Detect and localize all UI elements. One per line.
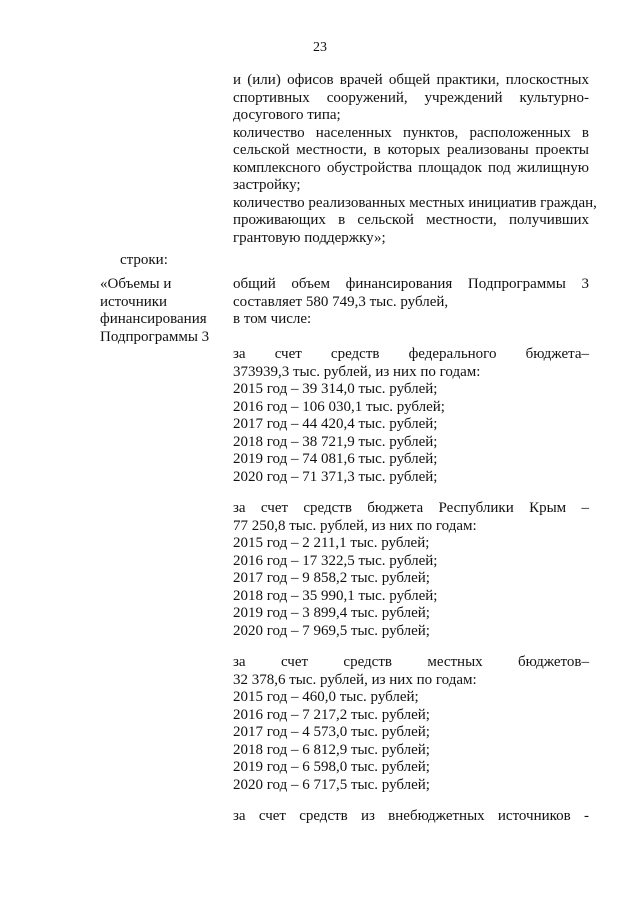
heading-line: «Объемы и bbox=[100, 276, 172, 292]
text-line: грантовую поддержку»; bbox=[233, 229, 386, 246]
republic-budget-block bbox=[233, 500, 589, 640]
year-row: 2017 год – 9 858,2 тыс. рублей; bbox=[233, 570, 430, 586]
text-line: спортивных сооружений, учреждений культурно- bbox=[233, 89, 589, 106]
heading-line: Подпрограммы 3 bbox=[100, 328, 210, 345]
federal-budget-block bbox=[233, 346, 589, 486]
section-header: за счет средств федерального бюджета– bbox=[233, 346, 589, 362]
year-row: 2016 год – 7 217,2 тыс. рублей; bbox=[233, 706, 430, 723]
year-row: 2018 год – 6 812,9 тыс. рублей; bbox=[233, 741, 430, 758]
text-line: количество реализованных местных инициатив граждан, bbox=[233, 194, 597, 211]
year-row: 2017 год – 4 573,0 тыс. рублей; bbox=[233, 724, 430, 740]
year-row: 2016 год – 17 322,5 тыс. рублей; bbox=[233, 552, 438, 569]
year-row: 2018 год – 35 990,1 тыс. рублей; bbox=[233, 587, 438, 604]
year-row: 2020 год – 6 717,5 тыс. рублей; bbox=[233, 776, 430, 793]
year-row: 2015 год – 39 314,0 тыс. рублей; bbox=[233, 381, 438, 397]
section-header: за счет средств местных бюджетов– bbox=[233, 654, 589, 670]
text-line: составляет 580 749,3 тыс. рублей, bbox=[233, 293, 449, 310]
page-number: 23 bbox=[313, 40, 327, 55]
year-row: 2020 год – 71 371,3 тыс. рублей; bbox=[233, 468, 438, 485]
section-header: за счет средств бюджета Республики Крым – bbox=[233, 500, 589, 516]
heading-line: финансирования bbox=[100, 311, 207, 327]
text-line: комплексного обустройства площадок под жилищную bbox=[233, 159, 589, 176]
total-funding bbox=[233, 276, 589, 329]
heading-line: источники bbox=[100, 293, 168, 310]
financing-heading bbox=[100, 276, 220, 346]
year-row: 2018 год – 38 721,9 тыс. рублей; bbox=[233, 433, 438, 450]
year-row: 2017 год – 44 420,4 тыс. рублей; bbox=[233, 416, 438, 432]
section-subheader: 32 378,6 тыс. рублей, из них по годам: bbox=[233, 671, 477, 688]
text-line: количество населенных пунктов, расположенных в bbox=[233, 124, 589, 141]
local-budget-block bbox=[233, 654, 589, 794]
year-row: 2019 год – 3 899,4 тыс. рублей; bbox=[233, 605, 430, 621]
year-row: 2015 год – 2 211,1 тыс. рублей; bbox=[233, 535, 430, 551]
year-row: 2019 год – 74 081,6 тыс. рублей; bbox=[233, 451, 438, 467]
indicator-settlements bbox=[233, 125, 589, 195]
text-line: застройку; bbox=[233, 177, 301, 193]
year-row: 2019 год – 6 598,0 тыс. рублей; bbox=[233, 759, 430, 775]
section-header: за счет средств из внебюджетных источников - bbox=[233, 808, 589, 824]
year-row: 2015 год – 460,0 тыс. рублей; bbox=[233, 689, 419, 705]
extrabudget-block bbox=[233, 808, 589, 826]
text-line: проживающих в сельской местности, получивших bbox=[233, 212, 589, 228]
text-line: в том числе: bbox=[233, 311, 312, 327]
section-subheader: 373939,3 тыс. рублей, из них по годам: bbox=[233, 363, 481, 380]
indicator-initiatives bbox=[233, 194, 597, 248]
year-row: 2016 год – 106 030,1 тыс. рублей; bbox=[233, 398, 445, 415]
text-line: досугового типа; bbox=[233, 107, 341, 123]
rows-label: строки: bbox=[120, 252, 168, 268]
text-line: общий объем финансирования Подпрограммы 3 bbox=[233, 276, 589, 292]
text-line: сельской местности, в которых реализованы проекты bbox=[233, 142, 589, 158]
text-line: и (или) офисов врачей общей практики, плоскостных bbox=[233, 72, 589, 88]
intro-paragraph bbox=[233, 72, 589, 125]
section-subheader: 77 250,8 тыс. рублей, из них по годам: bbox=[233, 517, 477, 534]
year-row: 2020 год – 7 969,5 тыс. рублей; bbox=[233, 622, 430, 639]
